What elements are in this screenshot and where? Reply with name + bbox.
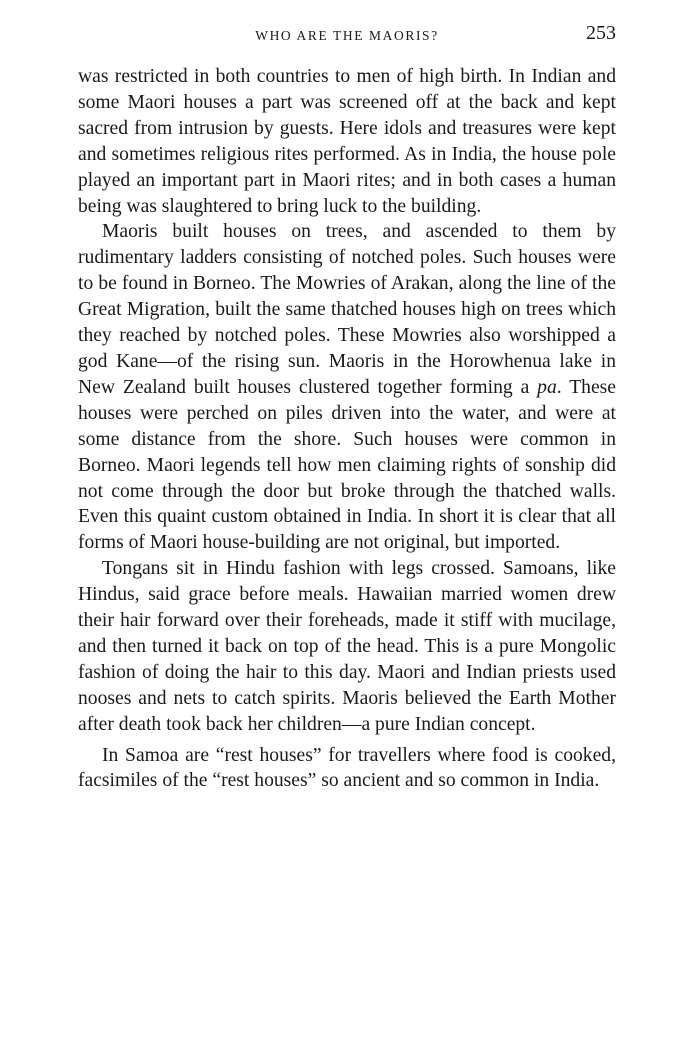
paragraph-tree-houses (78, 219, 616, 556)
book-page (78, 22, 616, 794)
page-number: 253 (586, 22, 616, 44)
italic-term: pa (537, 376, 557, 398)
running-title: WHO ARE THE MAORIS? (255, 28, 439, 43)
paragraph-text: . These houses were perched on piles driven into the water, and were at some distance from the shore. Such houses were common in Borneo. Maori legends tell how men claiming rights of sonship did not come through the door but broke through the thatched walls. Even this quaint custom obtained in India. In short it is clear that all forms of Maori house-building are not original, but imported. (78, 376, 616, 554)
paragraph-text: Maoris built houses on trees, and ascended to them by rudimentary ladders consisting of notched poles. Such houses were to be found in Borneo. The Mowries of Arakan, along the line of the Great Migration, built the same thatched houses high on trees which they reached by notched poles. These Mowries also worshipped a god Kane—of the rising sun. Maoris in the Horowhenua lake in New Zealand built houses clustered together forming a (78, 221, 616, 398)
paragraph-customs (78, 556, 616, 737)
paragraph-rest-houses (78, 743, 616, 795)
body-text (78, 64, 616, 794)
running-head (78, 22, 616, 56)
paragraph-text: was restricted in both countries to men of high birth. In Indian and some Maori houses a part was screened off at the back and kept sacred from intrusion by guests. Here idols and treasures were kept and sometimes religious rites performed. As in India, the house pole played an important part in Maori rites; and in both cases a human being was slaughtered to bring luck to the building. (78, 66, 616, 217)
paragraph-text: In Samoa are “rest houses” for travellers where food is cooked, facsimiles of the “rest houses” so ancient and so common in India. (78, 744, 616, 792)
paragraph-house-rites (78, 64, 616, 219)
paragraph-text: Tongans sit in Hindu fashion with legs crossed. Samoans, like Hindus, said grace before meals. Hawaiian married women drew their hair forward over their foreheads, made it stiff with mucilage, and then turned it back on top of the head. This is a pure Mongolic fashion of doing the hair to this day. Maori and Indian priests used nooses and nets to catch spirits. Maoris believed the Earth Mother after death took back her children—a pure Indian concept. (78, 558, 616, 735)
